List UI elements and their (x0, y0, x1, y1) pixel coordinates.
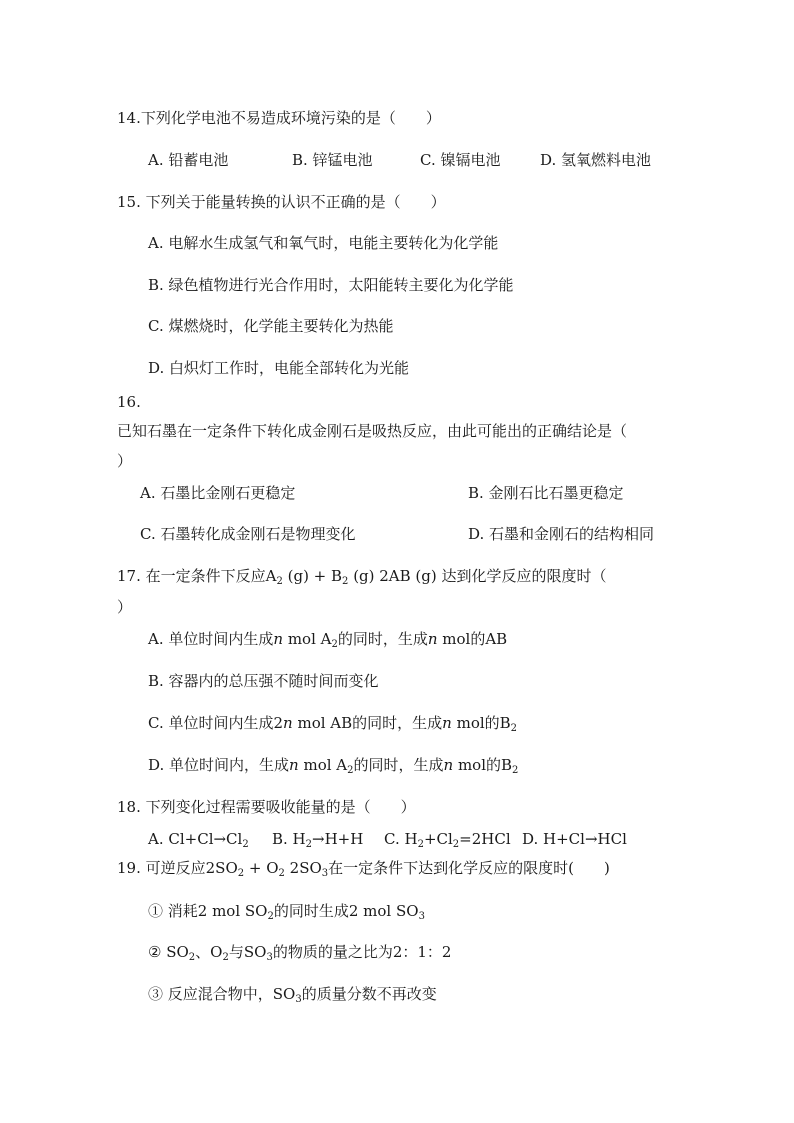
q17-option-b: B. 容器内的总压强不随时间而变化 (148, 672, 379, 690)
q19-stem: 19. 可逆反应$2SO_2 + O_2$ $2SO_3$在一定条件下达到化学反应的限度时( ) (117, 859, 610, 879)
q15-option-b: B. 绿色植物进行光合作用时，太阳能转主要化为化学能 (148, 276, 514, 294)
q18-option-a: A. $Cl+Cl\to Cl_2$ (148, 830, 249, 850)
q15-option-c: C. 煤燃烧时，化学能主要转化为热能 (148, 317, 394, 335)
q14-option-c: C. 镍镉电池 (420, 151, 501, 169)
q16-option-a: A. 石墨比金刚石更稳定 (140, 484, 296, 502)
q15-option-a: A. 电解水生成氢气和氧气时，电能主要转化为化学能 (148, 234, 499, 252)
q19-item-2: ② $SO_2$、$O_2$与$SO_3$的物质的量之比为2：1：2 (148, 943, 452, 963)
q16-stem: 已知石墨在一定条件下转化成金刚石是吸热反应，由此可能出的正确结论是（ (117, 422, 628, 440)
q18-option-b: B. $H_2\to H+H$ (272, 830, 364, 850)
q14-option-d: D. 氢氧燃料电池 (540, 151, 652, 169)
q16-option-d: D. 石墨和金刚石的结构相同 (468, 525, 655, 543)
q15-option-d: D. 白炽灯工作时，电能全部转化为光能 (148, 359, 410, 377)
q17-stem-end: ） (117, 598, 133, 616)
q17-stem: 17. 在一定条件下反应$A_2$ $(g) + B_2$ (g) 2AB (g) 达到化学反应的限度时（ (117, 567, 607, 587)
q18-option-c: C. $H_2+Cl_2=2HCl$ (384, 830, 511, 850)
q19-item-1: ① 消耗2 mol $SO_2$的同时生成2 mol $SO_3$ (148, 902, 425, 922)
q14-option-a: A. 铅蓄电池 (148, 151, 229, 169)
q16-option-c: C. 石墨转化成金刚石是物理变化 (140, 525, 356, 543)
q16-option-b: B. 金刚石比石墨更稳定 (468, 484, 624, 502)
q16-number: 16. (117, 393, 141, 411)
q18-option-d: D. H+Cl→HCl (522, 830, 627, 848)
q17-option-a: A. 单位时间内生成n mol $A_2$的同时，生成n mol的AB (148, 630, 508, 650)
q14-stem: 14.下列化学电池不易造成环境污染的是（ ） (117, 109, 441, 127)
q14-option-b: B. 锌锰电池 (292, 151, 373, 169)
q17-option-d: D. 单位时间内，生成n mol $A_2$的同时，生成n mol的$B_2$ (148, 756, 519, 776)
q19-item-3: ③ 反应混合物中，$SO_3$的质量分数不再改变 (148, 985, 437, 1005)
q16-stem-end: ） (117, 452, 133, 470)
q15-stem: 15. 下列关于能量转换的认识不正确的是（ ） (117, 193, 446, 211)
q18-stem: 18. 下列变化过程需要吸收能量的是（ ） (117, 798, 416, 816)
q17-option-c: C. 单位时间内生成2n mol AB的同时，生成n mol的$B_2$ (148, 714, 518, 734)
